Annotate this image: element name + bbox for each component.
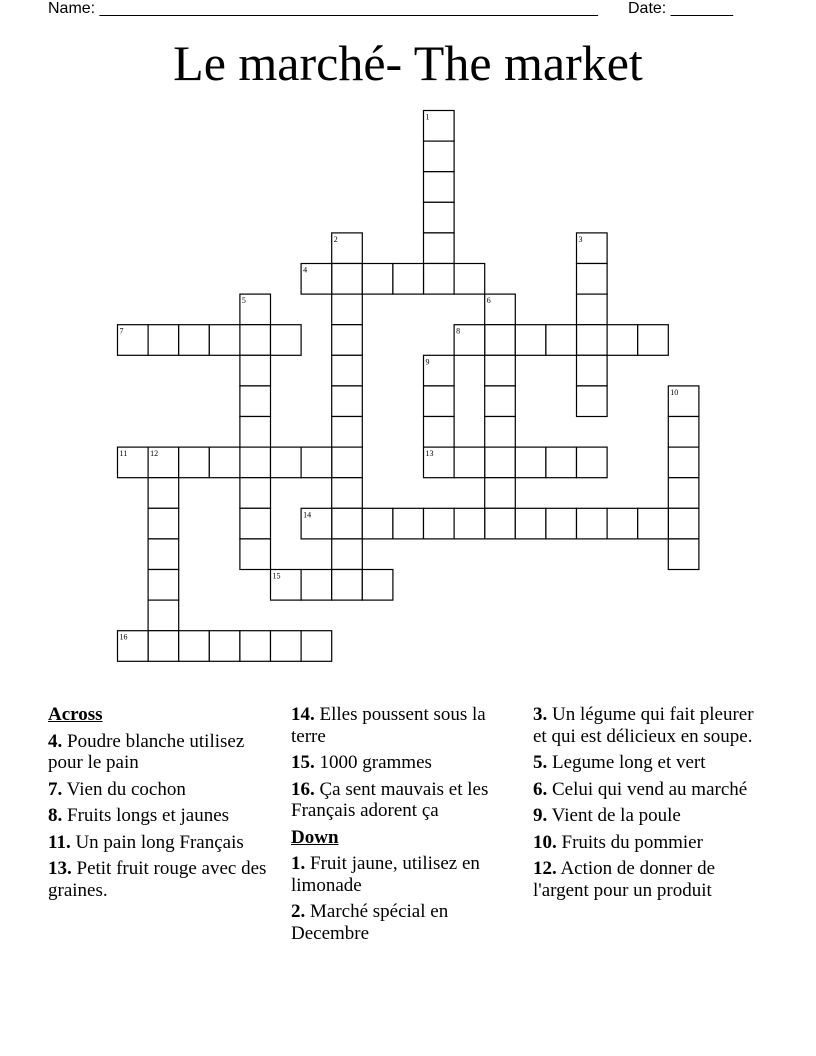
crossword-cell[interactable] bbox=[362, 264, 393, 295]
cell-number: 9 bbox=[425, 357, 430, 367]
clue-text: Vien du cochon bbox=[62, 778, 186, 800]
clue-item bbox=[533, 779, 768, 801]
clue-item bbox=[533, 858, 768, 901]
crossword-cell[interactable] bbox=[485, 417, 516, 448]
crossword-cell[interactable] bbox=[148, 631, 179, 662]
crossword-cell[interactable] bbox=[424, 141, 455, 172]
crossword-cell[interactable] bbox=[546, 447, 577, 478]
crossword-cell[interactable] bbox=[668, 447, 699, 478]
clue-number: 7. bbox=[48, 778, 63, 800]
crossword-cell[interactable] bbox=[577, 355, 608, 386]
crossword-cell[interactable] bbox=[424, 417, 455, 448]
cell-number: 1 bbox=[425, 112, 430, 122]
clue-number: 8. bbox=[48, 805, 63, 826]
clue-number: 6. bbox=[533, 778, 548, 800]
date-line: Date: _______ bbox=[628, 0, 733, 17]
clue-item bbox=[48, 805, 276, 827]
crossword-cell[interactable] bbox=[515, 508, 546, 539]
crossword-cell[interactable] bbox=[332, 294, 363, 325]
down-heading: Down bbox=[291, 826, 339, 848]
crossword-cell[interactable] bbox=[240, 355, 271, 386]
crossword-cell[interactable] bbox=[607, 325, 638, 356]
crossword-cell[interactable] bbox=[332, 478, 363, 509]
crossword-cell[interactable] bbox=[240, 478, 271, 509]
crossword-cell[interactable] bbox=[332, 325, 363, 356]
crossword-cell[interactable] bbox=[577, 386, 608, 417]
crossword-cell[interactable] bbox=[362, 508, 393, 539]
crossword-cell[interactable] bbox=[148, 325, 179, 356]
cell-number: 2 bbox=[333, 234, 338, 244]
crossword-cell[interactable] bbox=[148, 508, 179, 539]
crossword-cell[interactable] bbox=[424, 172, 455, 203]
clue-item bbox=[291, 779, 516, 822]
clue-text: Poudre blanche utilisez pour le pain bbox=[48, 730, 245, 773]
clue-item bbox=[533, 704, 768, 747]
crossword-cell[interactable] bbox=[148, 478, 179, 509]
crossword-cell[interactable] bbox=[179, 325, 210, 356]
crossword-cell[interactable] bbox=[209, 325, 240, 356]
crossword-cell[interactable] bbox=[332, 539, 363, 570]
clue-number: 11. bbox=[48, 831, 71, 853]
clues-column-3 bbox=[533, 704, 768, 906]
clue-item bbox=[291, 704, 516, 747]
clue-number: 5. bbox=[533, 752, 548, 773]
crossword-cell[interactable] bbox=[148, 600, 179, 631]
crossword-cell[interactable] bbox=[362, 570, 393, 601]
crossword-cell[interactable] bbox=[424, 202, 455, 233]
clue-item bbox=[291, 752, 516, 774]
clues-column-1 bbox=[48, 704, 276, 906]
crossword-cell[interactable] bbox=[515, 447, 546, 478]
clue-text: Petit fruit rouge avec des graines. bbox=[48, 858, 267, 901]
crossword-cell[interactable] bbox=[240, 447, 271, 478]
cell-number: 6 bbox=[486, 296, 491, 306]
crossword-cell[interactable] bbox=[638, 508, 669, 539]
clue-number: 14. bbox=[291, 704, 315, 725]
clue-number: 15. bbox=[291, 752, 315, 773]
crossword-cell[interactable] bbox=[668, 539, 699, 570]
crossword-cell[interactable] bbox=[546, 508, 577, 539]
name-line: Name: ________________________________________________________ bbox=[48, 0, 598, 17]
clue-item bbox=[48, 779, 276, 801]
crossword-cell[interactable] bbox=[240, 631, 271, 662]
crossword-cell[interactable] bbox=[485, 355, 516, 386]
crossword-cell[interactable] bbox=[393, 508, 424, 539]
cell-number: 10 bbox=[670, 387, 679, 397]
crossword-cell[interactable] bbox=[668, 417, 699, 448]
cell-number: 3 bbox=[578, 234, 583, 244]
crossword-cell[interactable] bbox=[271, 325, 302, 356]
clue-text: Fruit jaune, utilisez en limonade bbox=[291, 853, 480, 896]
clue-text: Vient de la poule bbox=[547, 805, 681, 826]
clue-text: Fruits longs et jaunes bbox=[62, 805, 230, 826]
cell-number: 12 bbox=[150, 449, 159, 459]
crossword-cell[interactable] bbox=[638, 325, 669, 356]
crossword-cell[interactable] bbox=[148, 570, 179, 601]
clue-item bbox=[533, 752, 768, 774]
crossword-cell[interactable] bbox=[240, 539, 271, 570]
clue-text: Legume long et vert bbox=[547, 752, 706, 773]
crossword-cell[interactable] bbox=[424, 264, 455, 295]
crossword-cell[interactable] bbox=[240, 386, 271, 417]
crossword-cell[interactable] bbox=[240, 417, 271, 448]
crossword-cell[interactable] bbox=[301, 447, 332, 478]
crossword-cell[interactable] bbox=[240, 325, 271, 356]
clue-text: Fruits du pommier bbox=[556, 831, 703, 853]
crossword-cell[interactable] bbox=[179, 631, 210, 662]
crossword-cell[interactable] bbox=[607, 508, 638, 539]
crossword-cell[interactable] bbox=[332, 417, 363, 448]
crossword-cell[interactable] bbox=[515, 325, 546, 356]
cell-number: 11 bbox=[119, 449, 128, 459]
crossword-cell[interactable] bbox=[577, 508, 608, 539]
crossword-cell[interactable] bbox=[424, 386, 455, 417]
cell-number: 5 bbox=[241, 296, 246, 306]
clues-column-2 bbox=[291, 704, 516, 949]
clue-text: Un pain long Français bbox=[70, 831, 244, 853]
clue-number: 2. bbox=[291, 901, 306, 922]
crossword-cell[interactable] bbox=[332, 508, 363, 539]
crossword-cell[interactable] bbox=[577, 264, 608, 295]
crossword-cell[interactable] bbox=[271, 631, 302, 662]
across-heading: Across bbox=[48, 704, 103, 725]
clue-number: 16. bbox=[291, 778, 315, 800]
crossword-cell[interactable] bbox=[546, 325, 577, 356]
clue-number: 13. bbox=[48, 858, 72, 879]
clue-item bbox=[291, 853, 516, 896]
crossword-cell[interactable] bbox=[577, 325, 608, 356]
cell-number: 8 bbox=[456, 326, 461, 336]
crossword-cell[interactable] bbox=[454, 447, 485, 478]
crossword-cell[interactable] bbox=[454, 508, 485, 539]
cell-number: 4 bbox=[303, 265, 308, 275]
crossword-cell[interactable] bbox=[209, 447, 240, 478]
clue-item bbox=[48, 731, 276, 774]
clue-number: 9. bbox=[533, 805, 548, 826]
cell-number: 15 bbox=[272, 571, 281, 581]
crossword-cell[interactable] bbox=[332, 447, 363, 478]
crossword-cell[interactable] bbox=[209, 631, 240, 662]
page-title: Le marché- The market bbox=[173, 35, 643, 91]
crossword-cell[interactable] bbox=[332, 386, 363, 417]
clue-item bbox=[533, 805, 768, 827]
clue-item bbox=[533, 832, 768, 854]
crossword-cell[interactable] bbox=[393, 264, 424, 295]
clue-item bbox=[48, 832, 276, 854]
crossword-cell[interactable] bbox=[148, 539, 179, 570]
clue-text: Celui qui vend au marché bbox=[547, 778, 748, 800]
crossword-cell[interactable] bbox=[240, 508, 271, 539]
cell-number: 14 bbox=[303, 510, 312, 520]
cell-number: 7 bbox=[119, 326, 124, 336]
crossword-cell[interactable] bbox=[485, 478, 516, 509]
crossword-cell[interactable] bbox=[485, 386, 516, 417]
crossword-cell[interactable] bbox=[332, 264, 363, 295]
cell-number: 13 bbox=[425, 449, 434, 459]
crossword-cell[interactable] bbox=[332, 355, 363, 386]
clue-number: 12. bbox=[533, 858, 557, 879]
crossword-cell[interactable] bbox=[485, 508, 516, 539]
crossword-cell[interactable] bbox=[271, 447, 302, 478]
clue-text: Un légume qui fait pleurer et qui est délicieux en soupe. bbox=[533, 704, 754, 747]
clue-number: 1. bbox=[291, 853, 306, 874]
clue-number: 4. bbox=[48, 730, 63, 752]
crossword-cell[interactable] bbox=[577, 447, 608, 478]
cell-number: 16 bbox=[119, 632, 128, 642]
clue-text: Elles poussent sous la terre bbox=[291, 704, 486, 747]
crossword-cell[interactable] bbox=[454, 264, 485, 295]
crossword-cell[interactable] bbox=[668, 508, 699, 539]
clue-text: Ça sent mauvais et les Français adorent ça bbox=[291, 778, 489, 821]
crossword-cell[interactable] bbox=[485, 325, 516, 356]
clue-text: Marché spécial en Decembre bbox=[291, 901, 449, 944]
clue-item bbox=[291, 901, 516, 944]
crossword-cell[interactable] bbox=[577, 294, 608, 325]
crossword-cell[interactable] bbox=[179, 447, 210, 478]
clue-number: 3. bbox=[533, 704, 548, 725]
crossword-cell[interactable] bbox=[332, 570, 363, 601]
clue-text: 1000 grammes bbox=[314, 752, 432, 773]
crossword-cell[interactable] bbox=[424, 233, 455, 264]
crossword-cell[interactable] bbox=[424, 508, 455, 539]
crossword-cell[interactable] bbox=[301, 570, 332, 601]
crossword-cell[interactable] bbox=[485, 447, 516, 478]
crossword-cell[interactable] bbox=[301, 631, 332, 662]
crossword-cell[interactable] bbox=[668, 478, 699, 509]
clue-item bbox=[48, 858, 276, 901]
clue-number: 10. bbox=[533, 831, 557, 853]
clue-text: Action de donner de l'argent pour un produit bbox=[533, 858, 716, 901]
